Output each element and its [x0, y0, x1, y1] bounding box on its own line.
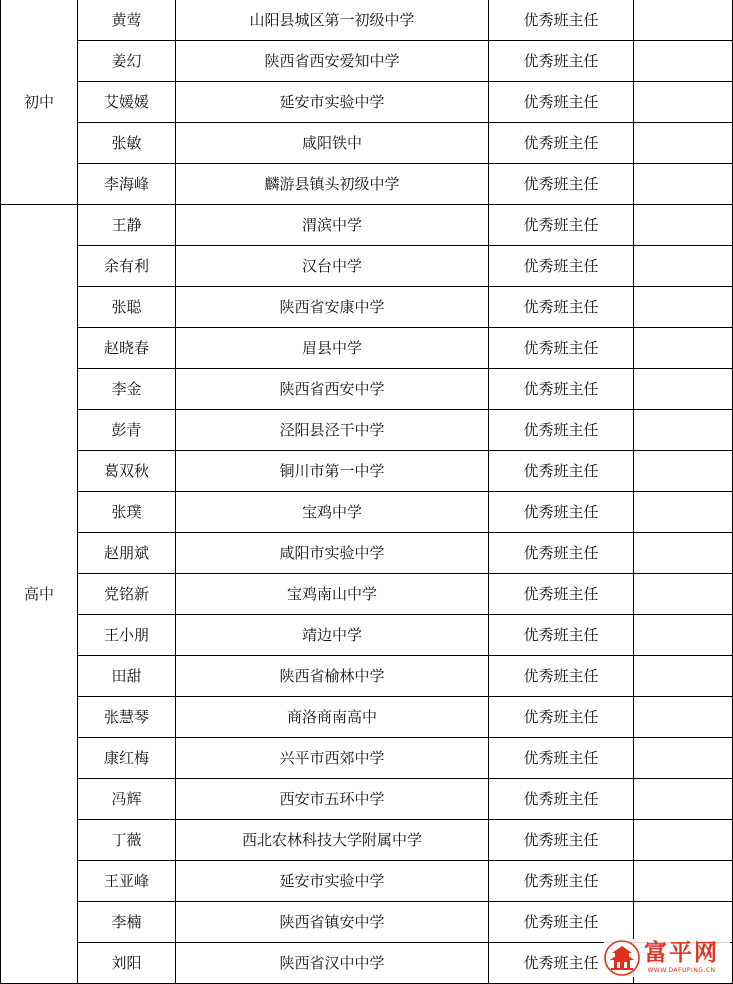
award-cell: 优秀班主任	[489, 861, 634, 902]
blank-cell	[634, 779, 733, 820]
blank-cell	[634, 820, 733, 861]
school-cell: 西安市五环中学	[176, 779, 489, 820]
blank-cell	[634, 451, 733, 492]
award-cell: 优秀班主任	[489, 533, 634, 574]
group-label: 高中	[1, 205, 78, 984]
blank-cell	[634, 533, 733, 574]
table-row	[1, 205, 733, 246]
award-cell: 优秀班主任	[489, 902, 634, 943]
teacher-name-cell: 冯辉	[78, 779, 176, 820]
award-cell: 优秀班主任	[489, 369, 634, 410]
teacher-name-cell: 李海峰	[78, 164, 176, 205]
table-row	[1, 287, 733, 328]
school-cell: 陕西省榆林中学	[176, 656, 489, 697]
school-cell: 咸阳铁中	[176, 123, 489, 164]
table-row	[1, 41, 733, 82]
school-cell: 陕西省安康中学	[176, 287, 489, 328]
award-cell: 优秀班主任	[489, 246, 634, 287]
school-cell: 兴平市西郊中学	[176, 738, 489, 779]
blank-cell	[634, 287, 733, 328]
blank-cell	[634, 205, 733, 246]
table-row	[1, 574, 733, 615]
school-cell: 靖边中学	[176, 615, 489, 656]
award-cell: 优秀班主任	[489, 615, 634, 656]
teacher-name-cell: 张敏	[78, 123, 176, 164]
watermark-title: 富平网	[644, 940, 719, 966]
school-cell: 西北农林科技大学附属中学	[176, 820, 489, 861]
award-cell: 优秀班主任	[489, 451, 634, 492]
teacher-name-cell: 姜幻	[78, 41, 176, 82]
blank-cell	[634, 410, 733, 451]
school-cell: 延安市实验中学	[176, 861, 489, 902]
teacher-name-cell: 赵朋斌	[78, 533, 176, 574]
teacher-name-cell: 田甜	[78, 656, 176, 697]
teacher-name-cell: 艾媛媛	[78, 82, 176, 123]
blank-cell	[634, 902, 733, 943]
award-cell: 优秀班主任	[489, 943, 634, 984]
table-row	[1, 615, 733, 656]
teacher-name-cell: 李楠	[78, 902, 176, 943]
award-cell: 优秀班主任	[489, 410, 634, 451]
blank-cell	[634, 328, 733, 369]
teacher-name-cell: 赵晓春	[78, 328, 176, 369]
teacher-name-cell: 彭青	[78, 410, 176, 451]
award-cell: 优秀班主任	[489, 0, 634, 41]
teacher-name-cell: 刘阳	[78, 943, 176, 984]
blank-cell	[634, 615, 733, 656]
teacher-name-cell: 王静	[78, 205, 176, 246]
award-cell: 优秀班主任	[489, 205, 634, 246]
table-row	[1, 656, 733, 697]
blank-cell	[634, 697, 733, 738]
school-cell: 铜川市第一中学	[176, 451, 489, 492]
table-row	[1, 902, 733, 943]
award-cell: 优秀班主任	[489, 574, 634, 615]
school-cell: 山阳县城区第一初级中学	[176, 0, 489, 41]
table-row	[1, 246, 733, 287]
school-cell: 宝鸡南山中学	[176, 574, 489, 615]
award-cell: 优秀班主任	[489, 82, 634, 123]
table-row	[1, 0, 733, 41]
school-cell: 延安市实验中学	[176, 82, 489, 123]
table-row	[1, 779, 733, 820]
table-row	[1, 738, 733, 779]
teacher-name-cell: 王亚峰	[78, 861, 176, 902]
award-cell: 优秀班主任	[489, 779, 634, 820]
school-cell: 汉台中学	[176, 246, 489, 287]
blank-cell	[634, 41, 733, 82]
teacher-name-cell: 王小朋	[78, 615, 176, 656]
blank-cell	[634, 246, 733, 287]
award-cell: 优秀班主任	[489, 287, 634, 328]
award-cell: 优秀班主任	[489, 41, 634, 82]
school-cell: 宝鸡中学	[176, 492, 489, 533]
blank-cell	[634, 656, 733, 697]
blank-cell	[634, 0, 733, 41]
award-cell: 优秀班主任	[489, 123, 634, 164]
school-cell: 眉县中学	[176, 328, 489, 369]
school-cell: 陕西省西安爱知中学	[176, 41, 489, 82]
teacher-name-cell: 张慧琴	[78, 697, 176, 738]
watermark	[604, 939, 730, 977]
blank-cell	[634, 574, 733, 615]
teacher-name-cell: 康红梅	[78, 738, 176, 779]
school-cell: 陕西省西安中学	[176, 369, 489, 410]
award-cell: 优秀班主任	[489, 697, 634, 738]
table-row	[1, 861, 733, 902]
award-cell: 优秀班主任	[489, 164, 634, 205]
blank-cell	[634, 82, 733, 123]
school-cell: 陕西省汉中中学	[176, 943, 489, 984]
school-cell: 商洛商南高中	[176, 697, 489, 738]
school-cell: 陕西省镇安中学	[176, 902, 489, 943]
award-cell: 优秀班主任	[489, 820, 634, 861]
teacher-name-cell: 葛双秋	[78, 451, 176, 492]
blank-cell	[634, 369, 733, 410]
teacher-name-cell: 丁薇	[78, 820, 176, 861]
blank-cell	[634, 164, 733, 205]
table-row	[1, 328, 733, 369]
award-cell: 优秀班主任	[489, 328, 634, 369]
table-row	[1, 164, 733, 205]
school-cell: 渭滨中学	[176, 205, 489, 246]
table-row	[1, 533, 733, 574]
blank-cell	[634, 492, 733, 533]
table-row	[1, 697, 733, 738]
table-row	[1, 123, 733, 164]
blank-cell	[634, 738, 733, 779]
school-cell: 泾阳县泾干中学	[176, 410, 489, 451]
pagoda-logo-icon	[604, 940, 640, 976]
award-cell: 优秀班主任	[489, 656, 634, 697]
teacher-name-cell: 李金	[78, 369, 176, 410]
award-cell: 优秀班主任	[489, 738, 634, 779]
award-cell: 优秀班主任	[489, 492, 634, 533]
teacher-name-cell: 黄莺	[78, 0, 176, 41]
table-row	[1, 369, 733, 410]
teacher-name-cell: 余有利	[78, 246, 176, 287]
watermark-domain: WWW.DAFUPING.CN	[647, 967, 716, 974]
blank-cell	[634, 861, 733, 902]
table-row	[1, 451, 733, 492]
blank-cell	[634, 123, 733, 164]
teacher-name-cell: 张聪	[78, 287, 176, 328]
table-row	[1, 492, 733, 533]
teacher-name-cell: 张璞	[78, 492, 176, 533]
school-cell: 麟游县镇头初级中学	[176, 164, 489, 205]
teacher-name-cell: 党铭新	[78, 574, 176, 615]
table-row	[1, 820, 733, 861]
group-label: 初中	[1, 0, 78, 205]
table-body	[1, 0, 733, 984]
table-row	[1, 82, 733, 123]
table-row	[1, 410, 733, 451]
school-cell: 咸阳市实验中学	[176, 533, 489, 574]
